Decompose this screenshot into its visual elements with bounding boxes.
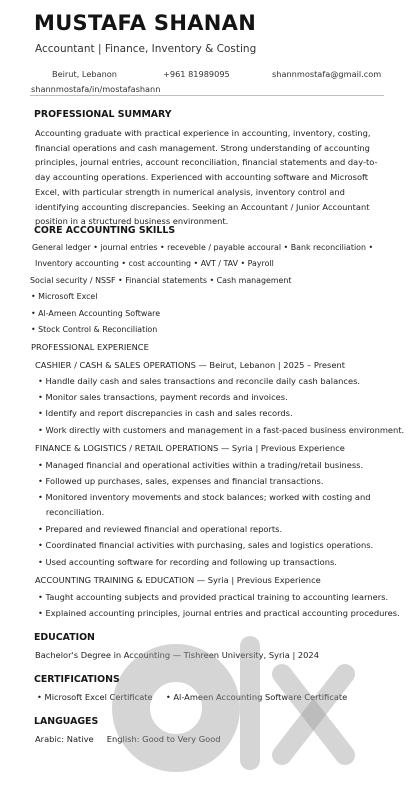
skills-line: • Stock Control & Reconciliation <box>31 325 158 334</box>
job-bullet: • Prepared and reviewed financial and operational reports. <box>38 524 283 534</box>
skills-line: • Microsoft Excel <box>31 292 98 301</box>
job-bullet: • Explained accounting principles, journal entries and practical accounting procedures. <box>38 608 400 618</box>
education-text: Bachelor's Degree in Accounting — Tishreen University, Syria | 2024 <box>35 650 319 660</box>
job-bullet: • Monitored inventory movements and stock balances; worked with costing and <box>38 492 371 502</box>
contact-email: shannmostafa@gmail.com <box>272 69 382 79</box>
job-bullet: • Coordinated financial activities with purchasing, sales and logistics operations. <box>38 540 374 550</box>
certifications-text: • Microsoft Excel Certificate • Al-Ameen Accounting Software Certificate <box>37 692 348 702</box>
skills-line: Inventory accounting • cost accounting • AVT / TAV • Payroll <box>35 259 274 268</box>
skills-line: Social security / NSSF • Financial statements • Cash management <box>30 276 292 285</box>
skills-line: General ledger • journal entries • receveble / payable accoural • Bank reconciliation • <box>32 243 374 252</box>
job-bullet: • Identify and report discrepancies in cash and sales records. <box>38 408 293 418</box>
job-bullet: • Work directly with customers and management in a fast-paced business environment. <box>38 425 405 435</box>
languages-heading: LANGUAGES <box>34 716 99 727</box>
certifications-heading: CERTIFICATIONS <box>34 674 120 685</box>
candidate-name: MUSTAFA SHANAN <box>34 11 257 35</box>
job-title: FINANCE & LOGISTICS / RETAIL OPERATIONS — Syria | Previous Experience <box>35 443 345 453</box>
job-bullet: • Monitor sales transactions, payment records and invoices. <box>38 392 288 402</box>
contact-phone: +961 81989095 <box>163 69 230 79</box>
contact-location: Beirut, Lebanon <box>52 69 117 79</box>
education-heading: EDUCATION <box>34 632 95 643</box>
job-title: ACCOUNTING TRAINING & EDUCATION — Syria | Previous Experience <box>35 575 321 585</box>
header-divider <box>30 95 384 96</box>
skills-line: • Al-Ameen Accounting Software <box>31 309 161 318</box>
contact-linkedin: shannmostafa/in/mostafashann <box>31 84 161 94</box>
job-bullet: • Handle daily cash and sales transactions and reconcile daily cash balances. <box>38 376 361 386</box>
job-bullet: • Used accounting software for recording and following up transactions. <box>38 557 337 567</box>
skills-heading: CORE ACCOUNTING SKILLS <box>34 225 176 236</box>
summary-heading: PROFESSIONAL SUMMARY <box>34 109 172 120</box>
job-bullet: reconciliation. <box>38 507 105 517</box>
job-title: CASHIER / CASH & SALES OPERATIONS — Beirut, Lebanon | 2025 – Present <box>35 360 345 370</box>
candidate-title: Accountant | Finance, Inventory & Costing <box>35 43 257 55</box>
job-bullet: • Managed financial and operational activities within a trading/retail business. <box>38 460 364 470</box>
languages-text: Arabic: Native English: Good to Very Good <box>35 734 221 744</box>
job-bullet: • Taught accounting subjects and provided practical training to accounting learners. <box>38 592 389 602</box>
experience-heading: PROFESSIONAL EXPERIENCE <box>31 342 149 352</box>
job-bullet: • Followed up purchases, sales, expenses and financial transactions. <box>38 476 324 486</box>
summary-text: Accounting graduate with practical experience in accounting, inventory, costing, financial operations and cash management. Strong understanding of accounting principles, journal entries, account reconciliation, financial statements and day-to-day accounting operations. Experienced with accounting software and Microsoft Excel, with particular strength in numerical analysis, inventory control and identifying accounting discrepancies. Seeking an Accountant / Junior Accountant position in a structured business environment. <box>35 128 378 227</box>
